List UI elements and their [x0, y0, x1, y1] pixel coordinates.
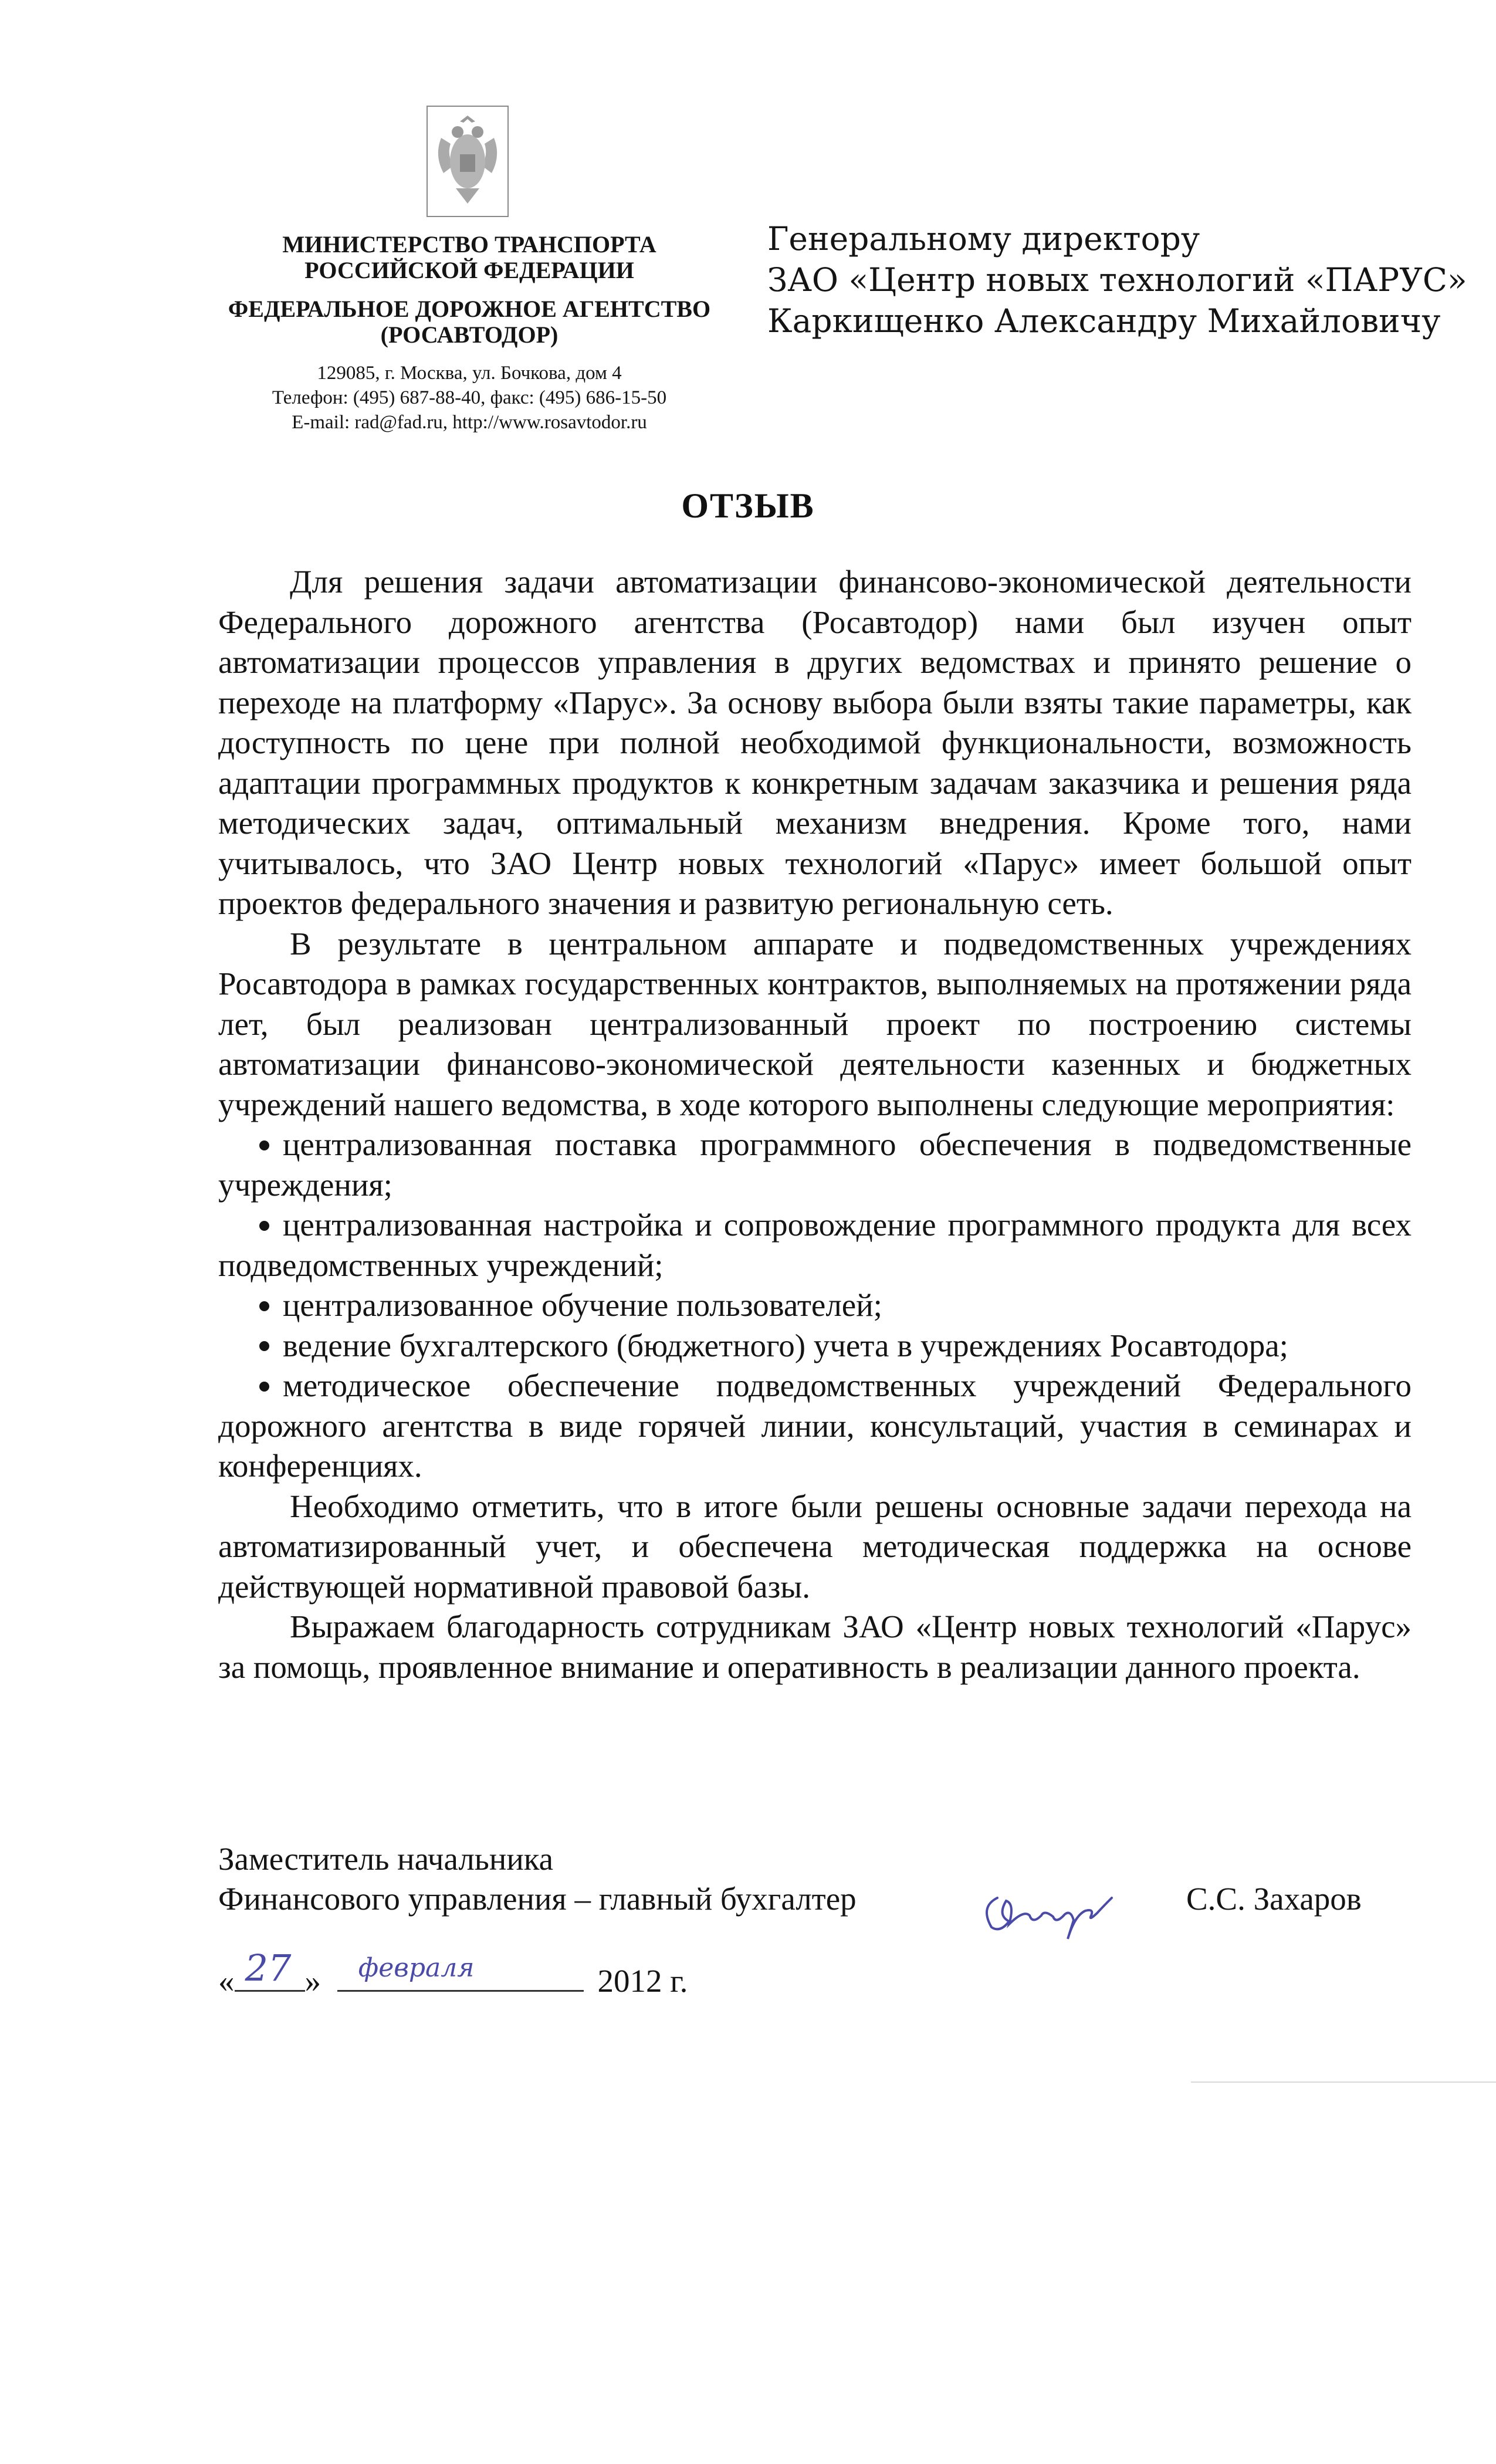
list-item [218, 1125, 1412, 1205]
agency-line-2: (РОСАВТОДОР) [380, 321, 559, 348]
list-item [218, 1366, 1412, 1487]
list-item [218, 1326, 1412, 1366]
list-item-text: централизованная поставка программного обеспечения в подведомственные учреждения; [218, 1126, 1412, 1203]
divider [1191, 2081, 1496, 2083]
signer-position-line-2: Финансового управления – главный бухгалтер [218, 1881, 857, 1917]
date-month: февраля [358, 1953, 475, 1983]
date-year: 2012 г. [597, 1963, 688, 1999]
body-paragraph-1: Для решения задачи автоматизации финансово-экономической деятельности Федерального дорожного агентства (Росавтодор) нами был изучен опыт автоматизации процессов управления в других ведомствах и принято решение о переходе на платформу «Парус». За основу выбора были взяты такие параметры, как доступность по цене при полной необходимой функциональности, возможность адаптации программных продуктов к конкретным задачам заказчика и решения ряда методических задач, оптимальный механизм внедрения. Кроме того, нами учитывалось, что ЗАО Центр новых технологий «Парус» имеет большой опыт проектов федерального значения и развитую региональную сеть. [218, 564, 1412, 921]
sender-letterhead [211, 232, 727, 435]
ministry-line-1: МИНИСТЕРСТВО ТРАНСПОРТА [282, 231, 656, 258]
date-day: 27 [245, 1947, 292, 1989]
recipient-block [767, 218, 1471, 341]
bullet-icon [259, 1326, 283, 1366]
sender-address: 129085, г. Москва, ул. Бочкова, дом 4 [317, 363, 622, 384]
document-title: ОТЗЫВ [681, 486, 815, 525]
bullet-icon [259, 1125, 283, 1165]
signer-name: С.С. Захаров [1186, 1881, 1362, 1917]
letter-body [218, 562, 1412, 1687]
sender-phone: Телефон: (495) 687-88-40, факс: (495) 686-15-50 [272, 387, 667, 408]
signature-date [218, 1947, 688, 2002]
bullet-icon [259, 1205, 283, 1245]
recipient-line-2: ЗАО «Центр новых технологий «ПАРУС» [767, 261, 1467, 299]
list-item [218, 1285, 1412, 1326]
agency-line-1: ФЕДЕРАЛЬНОЕ ДОРОЖНОЕ АГЕНТСТВО [228, 296, 711, 322]
bullet-icon [259, 1285, 283, 1326]
sender-email: E-mail: rad@fad.ru, http://www.rosavtodor.ru [292, 412, 647, 433]
ministry-line-2: РОССИЙСКОЙ ФЕДЕРАЦИИ [304, 257, 634, 283]
date-close-quote: » [304, 1963, 321, 1999]
recipient-line-1: Генеральному директору [767, 220, 1200, 258]
bullet-icon [259, 1366, 283, 1406]
list-item-text: ведение бухгалтерского (бюджетного) учета в учреждениях Росавтодора; [283, 1327, 1288, 1363]
body-paragraph-4: Выражаем благодарность сотрудникам ЗАО «Центр новых технологий «Парус» за помощь, проявленное внимание и оперативность в реализации данного проекта. [218, 1609, 1412, 1685]
list-item [218, 1205, 1412, 1285]
handwritten-signature [974, 1874, 1126, 1945]
signature-block [218, 1839, 1450, 1920]
list-item-text: централизованное обучение пользователей; [283, 1287, 882, 1323]
list-item-text: централизованная настройка и сопровождение программного продукта для всех подведомственных учреждений; [218, 1207, 1412, 1283]
list-item-text: методическое обеспечение подведомственных учреждений Федерального дорожного агентства в виде горячей линии, консультаций, участия в семинарах и конференциях. [218, 1368, 1412, 1484]
date-open-quote: « [218, 1963, 235, 1999]
coat-of-arms-icon [424, 103, 512, 220]
recipient-line-3: Каркищенко Александру Михайловичу [767, 302, 1441, 340]
signer-position-line-1: Заместитель начальника [218, 1841, 554, 1877]
body-paragraph-3: Необходимо отметить, что в итоге были решены основные задачи перехода на автоматизированный учет, и обеспечена методическая поддержка на основе действующей нормативной правовой базы. [218, 1488, 1412, 1605]
body-paragraph-2: В результате в центральном аппарате и подведомственных учреждениях Росавтодора в рамках государственных контрактов, выполняемых на протяжении ряда лет, был реализован централизованный проект по построению системы автоматизации финансово-экономической деятельности казенных и бюджетных учреждений нашего ведомства, в ходе которого выполнены следующие мероприятия: [218, 925, 1412, 1122]
